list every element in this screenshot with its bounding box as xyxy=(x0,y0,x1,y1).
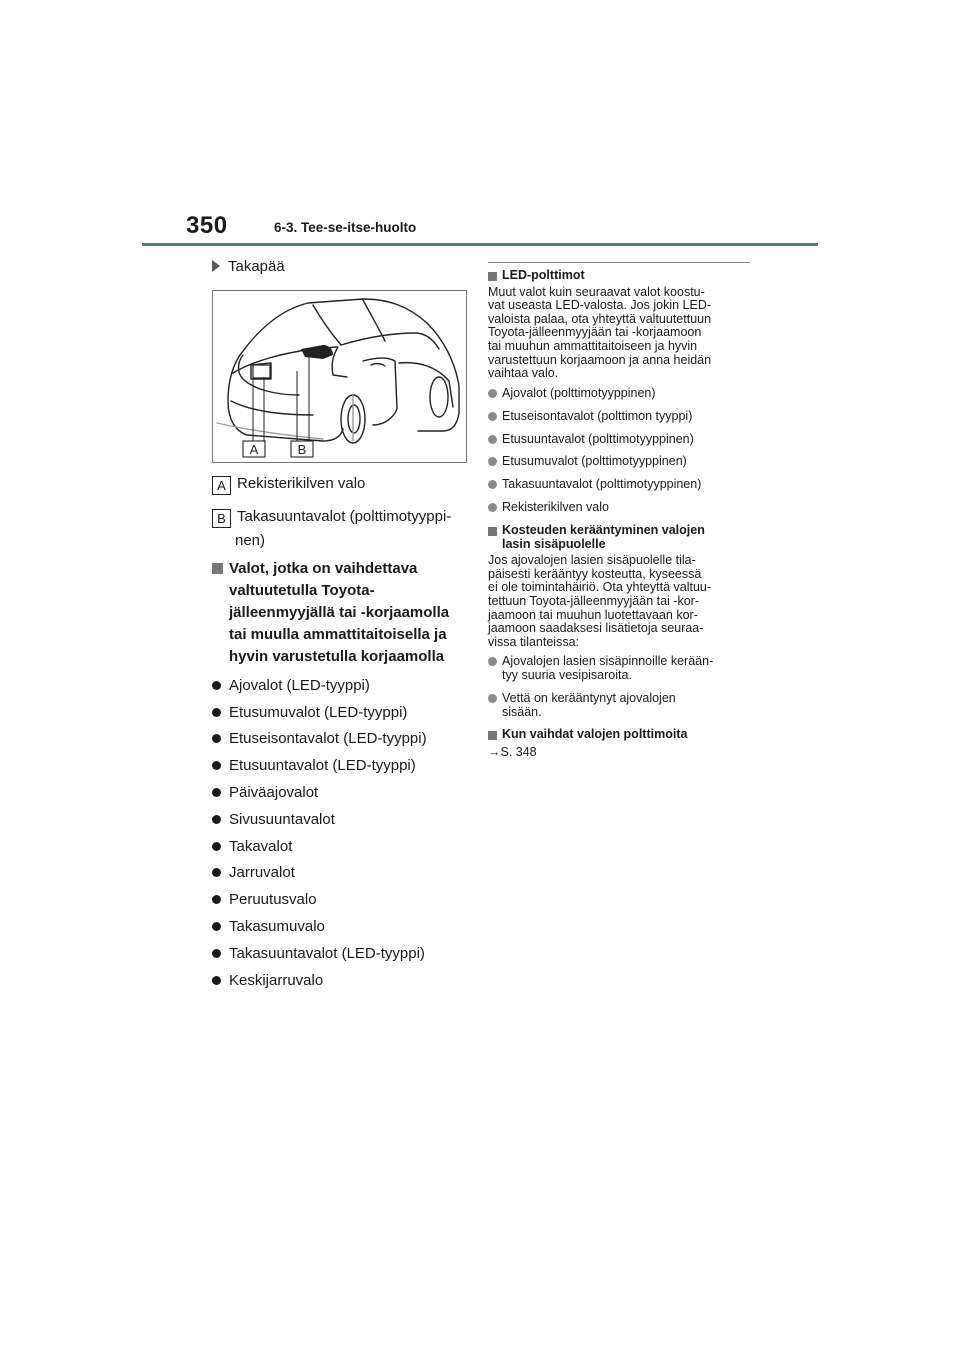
list-item-text: Takasumuvalo xyxy=(229,918,325,936)
bullet-dot-icon xyxy=(488,503,497,512)
bullet-dot-icon xyxy=(488,412,497,421)
list-item-text: Etuseisontavalot (LED-tyyppi) xyxy=(229,730,427,748)
bulb-change-heading xyxy=(488,728,750,742)
legend-a xyxy=(212,472,365,496)
condensation-line: Jos ajovalojen lasien sisäpuolelle tila- xyxy=(488,553,696,568)
led-exceptions-list xyxy=(488,387,750,515)
condensation-heading-line: lasin sisäpuolelle xyxy=(502,536,606,551)
legend-b-letter: B xyxy=(212,509,231,528)
list-item-text: Peruutusvalo xyxy=(229,891,317,909)
list-item-text: Ajovalojen lasien sisäpinnoille kerään- xyxy=(502,654,714,669)
list-item-text: Ajovalot (LED-tyyppi) xyxy=(229,676,370,694)
square-bullet-icon xyxy=(488,272,497,281)
legend-b-text-2: nen) xyxy=(235,532,266,549)
list-item xyxy=(488,410,750,424)
header-rule xyxy=(142,243,818,246)
list-item xyxy=(212,967,427,994)
list-item xyxy=(212,860,427,887)
bullet-dot-icon xyxy=(212,788,221,797)
list-item-text: Rekisterikilven valo xyxy=(502,500,609,515)
condensation-line: jaamoon saadaksesi lisätietoja seuraa- xyxy=(488,621,704,636)
led-paragraph xyxy=(488,286,750,381)
list-item-text: Takasuuntavalot (polttimotyyppinen) xyxy=(502,477,702,492)
bullet-dot-icon xyxy=(212,708,221,717)
bullet-dot-icon xyxy=(488,657,497,666)
condensation-heading xyxy=(488,524,750,551)
list-item xyxy=(488,655,750,682)
led-line: valoista palaa, ota yhteyttä valtuutettuun xyxy=(488,311,712,326)
bullet-dot-icon xyxy=(212,681,221,690)
bullet-dot-icon xyxy=(488,694,497,703)
list-item xyxy=(488,387,750,401)
page-number: 350 xyxy=(186,212,228,239)
bullet-dot-icon xyxy=(212,922,221,931)
bullet-dot-icon xyxy=(212,815,221,824)
led-line: varustettuun korjaamoon ja anna heidän xyxy=(488,352,712,367)
list-item xyxy=(488,478,750,492)
list-item-text: Jarruvalot xyxy=(229,864,295,882)
condensation-line: päisesti kerääntyy kosteutta, kyseessä xyxy=(488,566,702,581)
page-reference: →S. 348 xyxy=(488,745,537,759)
list-item-text: tyy suuria vesipisaroita. xyxy=(502,668,632,683)
rear-subheading-text: Takapää xyxy=(228,257,285,275)
car-rear-svg xyxy=(213,291,466,462)
rear-car-illustration xyxy=(212,290,467,463)
led-line: vat useasta LED-valosta. Jos jokin LED- xyxy=(488,298,712,313)
list-item-text: Takavalot xyxy=(229,837,293,855)
bullet-dot-icon xyxy=(488,435,497,444)
list-item xyxy=(212,940,427,967)
list-item xyxy=(212,726,427,753)
list-item-text: Etusuuntavalot (LED-tyyppi) xyxy=(229,757,416,775)
list-item-text: Etusumuvalot (polttimotyyppinen) xyxy=(502,454,687,469)
list-item-text: Päiväajovalot xyxy=(229,784,319,802)
figure-label-a: A xyxy=(249,442,259,457)
list-item-text: Etuseisontavalot (polttimon tyyppi) xyxy=(502,408,693,423)
rear-subheading xyxy=(212,256,474,276)
list-item xyxy=(212,833,427,860)
dealer-heading-line-3: jälleenmyyjällä tai -korjaamolla xyxy=(229,604,450,621)
list-item-text: Etusuuntavalot (polttimotyyppinen) xyxy=(502,431,694,446)
dealer-heading-line-5: hyvin varustetulla korjaamolla xyxy=(229,648,445,665)
list-item xyxy=(488,692,750,719)
figure-label-b: B xyxy=(297,442,307,457)
square-bullet-icon xyxy=(488,731,497,740)
dealer-lights-list xyxy=(212,672,427,994)
list-item xyxy=(212,779,427,806)
dealer-heading-line-1: Valot, jotka on vaihdettava xyxy=(229,560,418,577)
led-heading-text: LED-polttimot xyxy=(502,268,585,282)
legend-b-continuation xyxy=(235,529,265,553)
list-item xyxy=(488,501,750,515)
condensation-line: ei ole toimintahäiriö. Ota yhteyttä valtuu- xyxy=(488,580,712,595)
list-item xyxy=(488,433,750,447)
bullet-dot-icon xyxy=(212,868,221,877)
list-item-text: Sivusuuntavalot xyxy=(229,810,335,828)
legend-a-text: Rekisterikilven valo xyxy=(237,475,366,492)
condensation-line: jaamoon tai muuhun luotettavaan kor- xyxy=(488,607,698,622)
square-bullet-icon xyxy=(212,563,223,574)
condensation-heading-line: Kosteuden kerääntyminen valojen xyxy=(502,523,705,538)
bullet-dot-icon xyxy=(212,895,221,904)
condensation-paragraph xyxy=(488,554,750,649)
dealer-replace-heading xyxy=(212,558,474,668)
right-top-rule xyxy=(488,262,750,263)
bullet-dot-icon xyxy=(488,480,497,489)
list-item-text: Keskijarruvalo xyxy=(229,971,324,989)
led-line: tai muuhun ammattitaitoiseen ja hyvin xyxy=(488,338,698,353)
led-heading xyxy=(488,269,750,283)
bullet-dot-icon xyxy=(212,842,221,851)
list-item xyxy=(212,886,427,913)
led-line: vaihtaa valo. xyxy=(488,366,559,381)
right-column xyxy=(488,262,750,760)
led-line: Muut valot kuin seuraavat valot koostu- xyxy=(488,284,705,299)
list-item xyxy=(212,806,427,833)
list-item xyxy=(212,752,427,779)
list-item-text: sisään. xyxy=(502,704,542,719)
condensation-line: vissa tilanteissa: xyxy=(488,634,580,649)
list-item xyxy=(212,699,427,726)
legend-b-text-1: Takasuuntavalot (polttimotyyppi- xyxy=(237,508,452,525)
bullet-dot-icon xyxy=(212,976,221,985)
bullet-dot-icon xyxy=(212,949,221,958)
bullet-dot-icon xyxy=(212,761,221,770)
list-item-text: Ajovalot (polttimotyyppinen) xyxy=(502,385,656,400)
section-title: 6-3. Tee-se-itse-huolto xyxy=(274,220,417,235)
list-item-text: Vettä on kerääntynyt ajovalojen xyxy=(502,690,676,705)
bullet-dot-icon xyxy=(488,389,497,398)
bulb-change-heading-text: Kun vaihdat valojen polttimoita xyxy=(502,727,688,742)
condensation-list xyxy=(488,655,750,719)
triangle-bullet-icon xyxy=(212,260,220,272)
condensation-line: tettuun Toyota-jälleenmyyjään tai -kor- xyxy=(488,594,699,609)
dealer-heading-line-4: tai muulla ammattitaitoisella ja xyxy=(229,626,447,643)
list-item xyxy=(212,913,427,940)
list-item xyxy=(488,455,750,469)
legend-b xyxy=(212,505,451,529)
led-line: Toyota-jälleenmyyjään tai -korjaamoon xyxy=(488,325,702,340)
list-item-text: Etusumuvalot (LED-tyyppi) xyxy=(229,703,408,721)
dealer-heading-line-2: valtuutetulla Toyota- xyxy=(229,582,375,599)
list-item xyxy=(212,672,427,699)
left-column xyxy=(212,256,474,276)
legend-a-letter: A xyxy=(212,476,231,495)
square-bullet-icon xyxy=(488,527,497,536)
bullet-dot-icon xyxy=(488,457,497,466)
bullet-dot-icon xyxy=(212,734,221,743)
list-item-text: Takasuuntavalot (LED-tyyppi) xyxy=(229,944,425,962)
